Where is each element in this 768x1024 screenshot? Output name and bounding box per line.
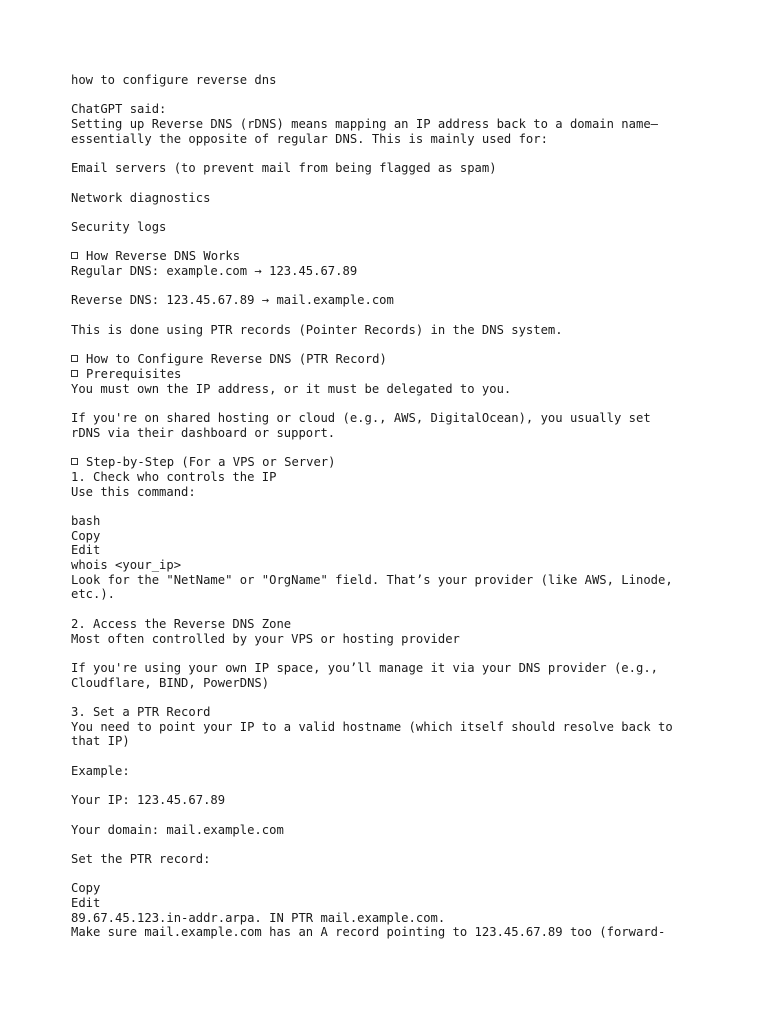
heading-prereq-text: Prerequisites [86,366,182,381]
step2-title: 2. Access the Reverse DNS Zone [71,616,292,631]
ptr-note: This is done using PTR records (Pointer Records) in the DNS system. [71,322,563,337]
spacer [71,235,711,250]
reverse-dns-line: Reverse DNS: 123.45.67.89 → mail.example.com [71,293,394,308]
spacer [71,308,711,323]
code1-edit-button[interactable]: Edit [71,543,101,558]
heading-steps [71,455,711,470]
step2-line: Most often controlled by your VPS or hosting provider [71,631,460,646]
example-domain: Your domain: mail.example.com [71,822,284,837]
spacer [71,779,711,794]
heading-how-works [71,249,711,264]
user-question: how to configure reverse dns [71,73,277,87]
spacer [71,338,711,353]
code2-edit-button[interactable]: Edit [71,896,101,911]
heading-box-icon [71,355,78,362]
spacer [71,499,711,514]
spacer [71,88,711,103]
use-case-network: Network diagnostics [71,190,211,205]
step1-use: Use this command: [71,484,196,499]
code1-language: bash [71,513,101,528]
heading-configure-text: How to Configure Reverse DNS (PTR Record) [86,352,387,367]
spacer [71,808,711,823]
spacer [71,440,711,455]
code2-copy-button[interactable]: Copy [71,881,101,896]
prereq-line-1: You must own the IP address, or it must be delegated to you. [71,381,512,396]
example-ip: Your IP: 123.45.67.89 [71,793,226,808]
set-ptr-label: Set the PTR record: [71,851,211,866]
heading-box-icon [71,252,78,259]
spacer [71,690,711,705]
speaker-label: ChatGPT said: [71,102,167,117]
code2-ptr-record: 89.67.45.123.in-addr.arpa. IN PTR mail.example.com. [71,910,446,925]
regular-dns-line: Regular DNS: example.com → 123.45.67.89 [71,264,358,279]
heading-steps-text: Step-by-Step (For a VPS or Server) [86,455,336,470]
spacer [71,602,711,617]
spacer [71,867,711,882]
intro-line-1: Setting up Reverse DNS (rDNS) means mapping an IP address back to a domain name— [71,117,658,132]
step2-own-a: If you're using your own IP space, you’ll manage it via your DNS provider (e.g., [71,660,658,675]
spacer [71,279,711,294]
step2-own-b: Cloudflare, BIND, PowerDNS) [71,675,270,690]
prereq-line-2b: rDNS via their dashboard or support. [71,425,336,440]
spacer [71,176,711,191]
spacer [71,749,711,764]
use-case-security: Security logs [71,219,167,234]
step1-title: 1. Check who controls the IP [71,469,277,484]
example-label: Example: [71,763,130,778]
use-case-email: Email servers (to prevent mail from being flagged as spam) [71,161,497,176]
step3-line-a: You need to point your IP to a valid hostname (which itself should resolve back to [71,719,673,734]
code1-command: whois <your_ip> [71,558,182,573]
heading-box-icon [71,370,78,377]
intro-line-2: essentially the opposite of regular DNS. This is mainly used for: [71,131,548,146]
spacer [71,837,711,852]
step1-look-a: Look for the "NetName" or "OrgName" field. That’s your provider (like AWS, Linode, [71,572,673,587]
heading-how-works-text: How Reverse DNS Works [86,249,241,264]
heading-prereq [71,367,711,382]
code1-copy-button[interactable]: Copy [71,528,101,543]
step1-look-b: etc.). [71,587,116,602]
heading-configure [71,352,711,367]
spacer [71,147,711,162]
document-body [71,73,711,940]
spacer [71,646,711,661]
spacer [71,205,711,220]
heading-box-icon [71,458,78,465]
prereq-line-2a: If you're on shared hosting or cloud (e.g., AWS, DigitalOcean), you usually set [71,411,651,426]
step3-line-b: that IP) [71,734,130,749]
final-line: Make sure mail.example.com has an A record pointing to 123.45.67.89 too (forward- [71,925,666,940]
spacer [71,396,711,411]
step3-title: 3. Set a PTR Record [71,705,211,720]
